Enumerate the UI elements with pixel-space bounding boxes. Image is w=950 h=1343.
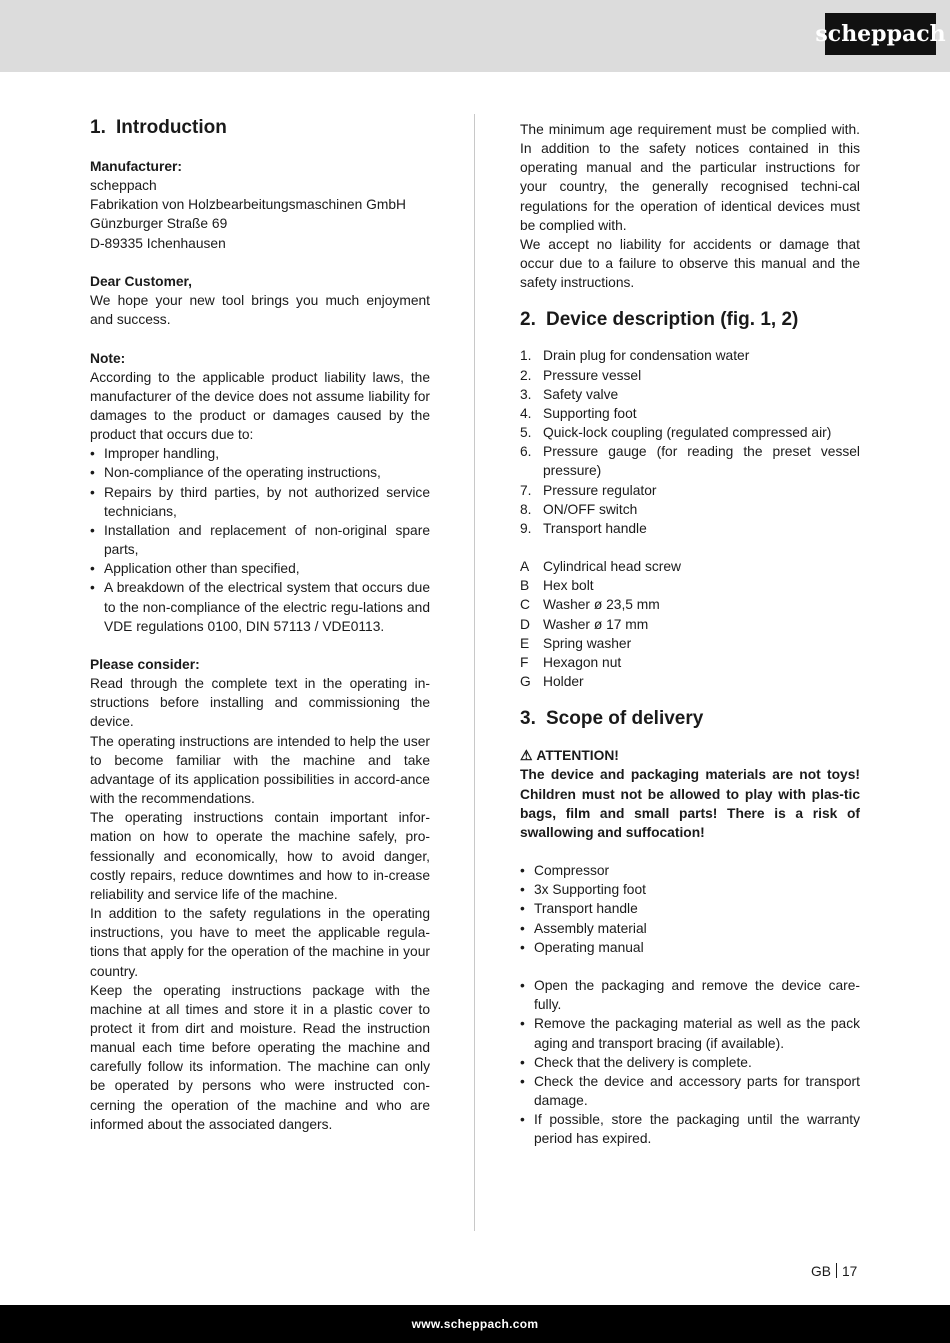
unpacking-steps-list [520, 976, 860, 1148]
list-item: • Repairs by third parties, by not authorized service technicians, [90, 483, 430, 521]
attention-label: ⚠ ATTENTION! [520, 746, 860, 765]
intro-continued-paragraph: The minimum age requirement must be complied with. In addition to the safety notices contained in this operating manual and the particular instructions for your country, the generally recognised techni-cal regulations for the operation of identical devices must be complied with. [520, 122, 860, 233]
note-label: Note: [90, 350, 126, 366]
consider-paragraph: The operating instructions contain important infor-mation on how to operate the machine safely, pro-fessionally and economically, how to avoid danger, costly repairs, reduce downtimes and how to in-crease reliability and service life of the machine. [90, 810, 430, 902]
list-item: 3. Safety valve [520, 386, 619, 402]
section-heading-device-description: 2. Device description (fig. 1, 2) [520, 309, 799, 331]
note-bullet-list [90, 444, 430, 636]
list-item: 2. Pressure vessel [520, 367, 642, 383]
list-item: • If possible, store the packaging until the warranty period has expired. [520, 1110, 860, 1148]
list-item: 9. Transport handle [520, 520, 647, 536]
parts-list [520, 557, 860, 691]
list-item: • 3x Supporting foot [520, 880, 860, 899]
right-column [520, 120, 860, 1148]
footer-bar [0, 1305, 950, 1343]
device-description-list [520, 346, 860, 538]
list-item: • Operating manual [520, 938, 860, 957]
list-item: F Hexagon nut [520, 654, 622, 670]
list-item: 5. Quick-lock coupling (regulated compressed air) [520, 425, 832, 441]
manufacturer-line: D-89335 Ichenhausen [90, 235, 226, 251]
page-number [811, 1263, 857, 1279]
list-item: A Cylindrical head screw [520, 559, 682, 575]
section-heading-scope-of-delivery: 3. Scope of delivery [520, 708, 704, 730]
list-item: • Assembly material [520, 919, 860, 938]
list-item: • Improper handling, [90, 444, 430, 463]
scheppach-logo: scheppach [825, 13, 936, 55]
website-url[interactable]: www.scheppach.com [411, 1317, 539, 1331]
manufacturer-line: Fabrikation von Holzbearbeitungsmaschinen GmbH [90, 197, 406, 213]
consider-paragraph: Read through the complete text in the operating in-structions before installing and commissioning the device. [90, 676, 430, 730]
please-consider-label: Please consider: [90, 657, 200, 673]
page-number-separator [836, 1263, 837, 1278]
list-item: 4. Supporting foot [520, 405, 637, 421]
intro-continued-paragraph: We accept no liability for accidents or damage that occur due to a failure to observe this manual and the safety instructions. [520, 236, 860, 291]
list-item: • Application other than specified, [90, 559, 430, 578]
note-text: According to the applicable product liability laws, the manufacturer of the device does not assume liability for damages to the product or damages caused by the product that occurs due to: [90, 369, 430, 443]
list-item: • Transport handle [520, 899, 860, 918]
list-item: G Holder [520, 674, 584, 690]
consider-paragraph: The operating instructions are intended to help the user to become familiar with the machine and take advantage of its application possibilities in accord-ance with the recommendations. [90, 733, 430, 807]
section-heading-introduction: 1. Introduction [90, 117, 227, 138]
list-item: • Compressor [520, 861, 860, 880]
list-item: • Non-compliance of the operating instructions, [90, 463, 430, 482]
column-divider [474, 114, 475, 1231]
attention-text: The device and packaging materials are not toys! Children must not be allowed to play with plas-tic bags, film and small parts! There is a risk of swallowing and suffocation! [520, 767, 860, 840]
page-number-value: 17 [841, 1264, 858, 1279]
list-item: D Washer ø 17 mm [520, 616, 649, 632]
list-item: 1. Drain plug for condensation water [520, 348, 750, 364]
manufacturer-label: Manufacturer: [90, 159, 182, 174]
list-item: 8. ON/OFF switch [520, 501, 638, 517]
list-item: • Remove the packaging material as well as the pack aging and transport bracing (if available). [520, 1014, 860, 1052]
language-code: GB [811, 1264, 831, 1279]
consider-paragraph: Keep the operating instructions package with the machine at all times and store it in a plastic cover to protect it from dirt and moisture. Read the instruction manual each time before operating the machine and carefully follow its information. The machine can only be operated by persons who were instructed con-cerning the operation of the machine and who are informed about the associated dangers. [90, 982, 430, 1132]
dear-customer-label: Dear Customer, [90, 273, 192, 289]
dear-customer-text: We hope your new tool brings you much enjoyment and success. [90, 293, 430, 328]
warning-triangle-icon: ⚠ [520, 748, 533, 764]
list-item: • A breakdown of the electrical system that occurs due to the non-compliance of the electric regu-lations and VDE regulations 0100, DIN 57113 / VDE0113. [90, 578, 430, 635]
list-item: 7. Pressure regulator [520, 482, 657, 498]
manufacturer-line: scheppach [90, 178, 157, 194]
left-column [90, 116, 430, 1134]
list-item: • Open the packaging and remove the device care-fully. [520, 976, 860, 1014]
list-item: • Check that the delivery is complete. [520, 1053, 860, 1072]
scope-of-delivery-list [520, 861, 860, 957]
list-item: • Check the device and accessory parts for transport damage. [520, 1072, 860, 1110]
header-bar [0, 0, 950, 72]
list-item: B Hex bolt [520, 578, 594, 594]
manufacturer-line: Günzburger Straße 69 [90, 216, 228, 232]
list-item: C Washer ø 23,5 mm [520, 597, 660, 613]
list-item: • Installation and replacement of non-original spare parts, [90, 521, 430, 559]
consider-paragraph: In addition to the safety regulations in the operating instructions, you have to meet the applicable regula-tions that apply for the operation of the machine in your country. [90, 906, 430, 979]
list-item: 6. Pressure gauge (for reading the preset vessel pressure) [520, 444, 860, 479]
list-item: E Spring washer [520, 635, 632, 651]
